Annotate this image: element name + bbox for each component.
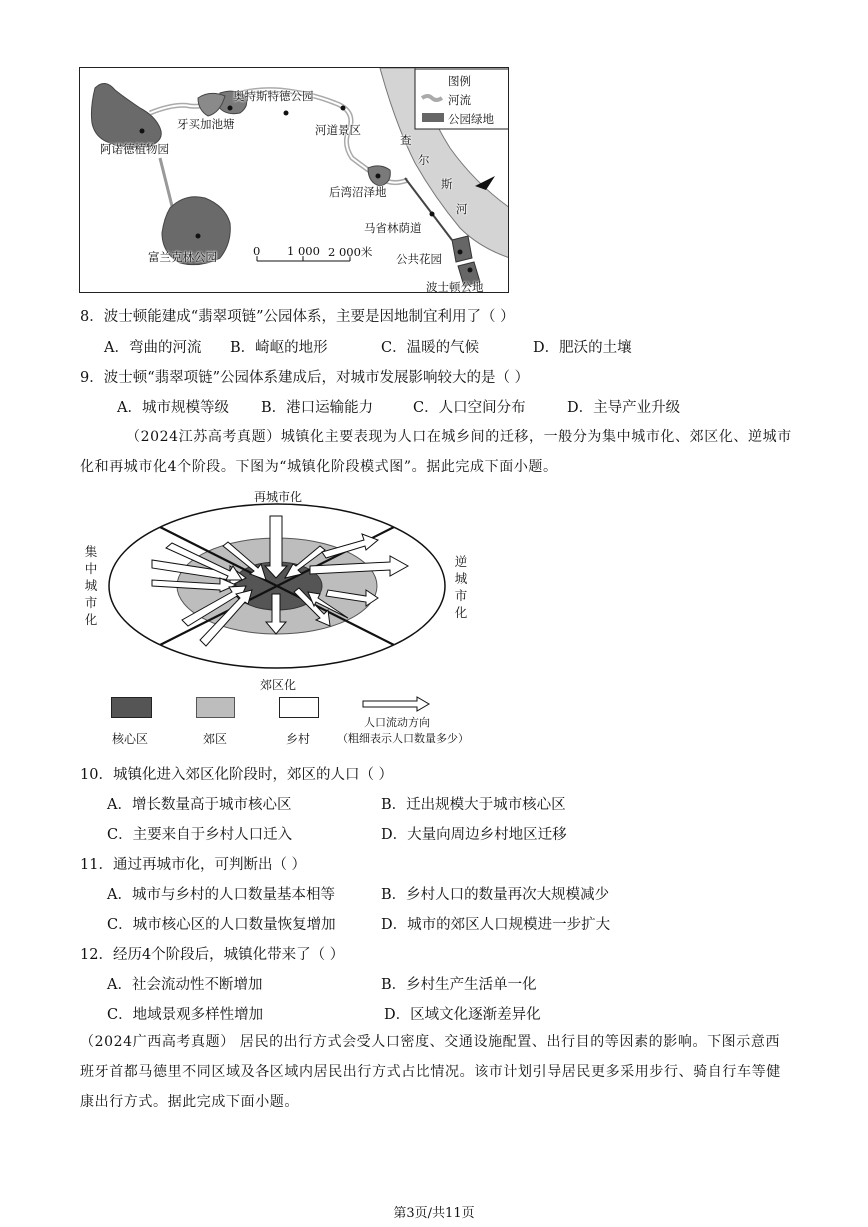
label-counter-urbanization: 逆 城 市 化 xyxy=(454,554,468,620)
label-back-bay-fens: 后湾沼泽地 xyxy=(329,185,387,199)
page-footer: 第3页/共11页 xyxy=(393,1206,475,1221)
question-9-option-c: C．人口空间分布 xyxy=(413,400,526,416)
boston-park-map xyxy=(79,67,509,293)
river-char: 河 xyxy=(456,202,468,216)
question-12-option-a: A．社会流动性不断增加 xyxy=(107,977,263,993)
question-10-option-c: C．主要来自于乡村人口迁入 xyxy=(107,827,293,843)
question-12-option-c: C．地域景观多样性增加 xyxy=(107,1007,264,1023)
question-9-stem: 9．波士顿“翡翠项链”公园体系建成后，对城市发展影响较大的是（ ） xyxy=(80,370,530,386)
label-centralized-urbanization: 集 中 城 市 化 xyxy=(84,544,98,627)
question-8-option-c: C．温暖的气候 xyxy=(381,340,480,356)
label-public-garden: 公共花园 xyxy=(396,252,442,266)
intro-paragraph-jiangsu: （2024江苏高考真题）城镇化主要表现为人口在城乡间的迁移，一般分为集中城市化、郊区化、逆城市化和再城市化4个阶段。下图为“城镇化阶段模式图”。据此完成下面小题。 xyxy=(80,429,792,475)
question-10-option-a: A．增长数量高于城市核心区 xyxy=(107,797,292,813)
legend-river: 河流 xyxy=(448,93,471,107)
river-char: 查 xyxy=(400,133,412,147)
legend-flow-arrow-icon xyxy=(361,696,431,712)
scale-zero: 0 xyxy=(253,244,261,258)
legend-rural-label: 乡村 xyxy=(286,732,311,746)
river-char: 斯 xyxy=(441,177,453,191)
olmsted-park-area xyxy=(198,93,225,116)
label-arboretum: 阿诺德植物园 xyxy=(100,142,169,156)
question-11-option-c: C．城市核心区的人口数量恢复增加 xyxy=(107,917,336,933)
scale-end: 2 000米 xyxy=(328,245,373,259)
question-10-option-b: B．迁出规模大于城市核心区 xyxy=(381,797,566,813)
legend-suburb-swatch xyxy=(196,697,235,718)
label-jamaica-pond: 牙买加池塘 xyxy=(177,117,235,131)
legend-flow-label: 人口流动方向 xyxy=(364,716,430,729)
urbanization-stage-diagram xyxy=(80,486,500,751)
question-12-stem: 12．经历4个阶段后，城镇化带来了（ ） xyxy=(80,947,345,963)
label-franklin-park: 富兰克林公园 xyxy=(148,250,217,264)
question-10-option-d: D．大量向周边乡村地区迁移 xyxy=(381,827,567,843)
river-char: 尔 xyxy=(418,153,430,167)
arnold-arboretum-area xyxy=(91,83,161,147)
question-12-option-d: D．区域文化逐渐差异化 xyxy=(384,1007,541,1023)
legend-core-label: 核心区 xyxy=(112,732,149,746)
question-11-option-d: D．城市的郊区人口规模进一步扩大 xyxy=(381,917,611,933)
question-11-stem: 11．通过再城市化，可判断出（ ） xyxy=(80,857,307,873)
label-commonwealth-ave: 马省林荫道 xyxy=(364,221,422,235)
legend-core-swatch xyxy=(111,697,152,718)
legend-flow-note: （粗细表示人口数量多少） xyxy=(337,732,469,745)
question-12-option-b: B．乡村生产生活单一化 xyxy=(381,977,537,993)
question-8-stem: 8．波士顿能建成“翡翠项链”公园体系，主要是因地制宜利用了（ ） xyxy=(80,309,515,325)
label-suburbanization: 郊区化 xyxy=(260,678,297,692)
legend-park: 公园绿地 xyxy=(448,112,494,126)
label-reurbanization: 再城市化 xyxy=(254,490,303,504)
diagram-graphic xyxy=(80,486,500,686)
question-9-option-d: D．主导产业升级 xyxy=(567,400,681,416)
question-11-option-b: B．乡村人口的数量再次大规模减少 xyxy=(381,887,610,903)
label-riverway: 河道景区 xyxy=(315,123,361,137)
question-8-option-a: A．弯曲的河流 xyxy=(104,340,202,356)
label-boston-common: 波士顿公地 xyxy=(426,280,484,293)
question-9-option-a: A．城市规模等级 xyxy=(117,400,229,416)
question-8-option-b: B．崎岖的地形 xyxy=(230,340,328,356)
question-10-stem: 10．城镇化进入郊区化阶段时，郊区的人口（ ） xyxy=(80,767,394,783)
intro-paragraph-guangxi: （2024广西高考真题） 居民的出行方式会受人口密度、交通设施配置、出行目的等因素的影响。下图示意西班牙首都马德里不同区域及各区域内居民出行方式占比情况。该市计划引导居民更多采用步行、骑自行车等健康出行方式。据此完成下面小题。 xyxy=(80,1034,781,1110)
label-olmsted-park: 奥特斯特德公园 xyxy=(233,89,314,103)
question-8-option-d: D．肥沃的土壤 xyxy=(533,340,632,356)
question-11-option-a: A．城市与乡村的人口数量基本相等 xyxy=(107,887,335,903)
question-9-option-b: B．港口运输能力 xyxy=(261,400,374,416)
legend-title: 图例 xyxy=(448,74,471,88)
legend-suburb-label: 郊区 xyxy=(203,732,228,746)
scale-mid: 1 000 xyxy=(287,244,320,258)
public-garden-area xyxy=(452,236,472,262)
legend-rural-swatch xyxy=(279,697,319,718)
